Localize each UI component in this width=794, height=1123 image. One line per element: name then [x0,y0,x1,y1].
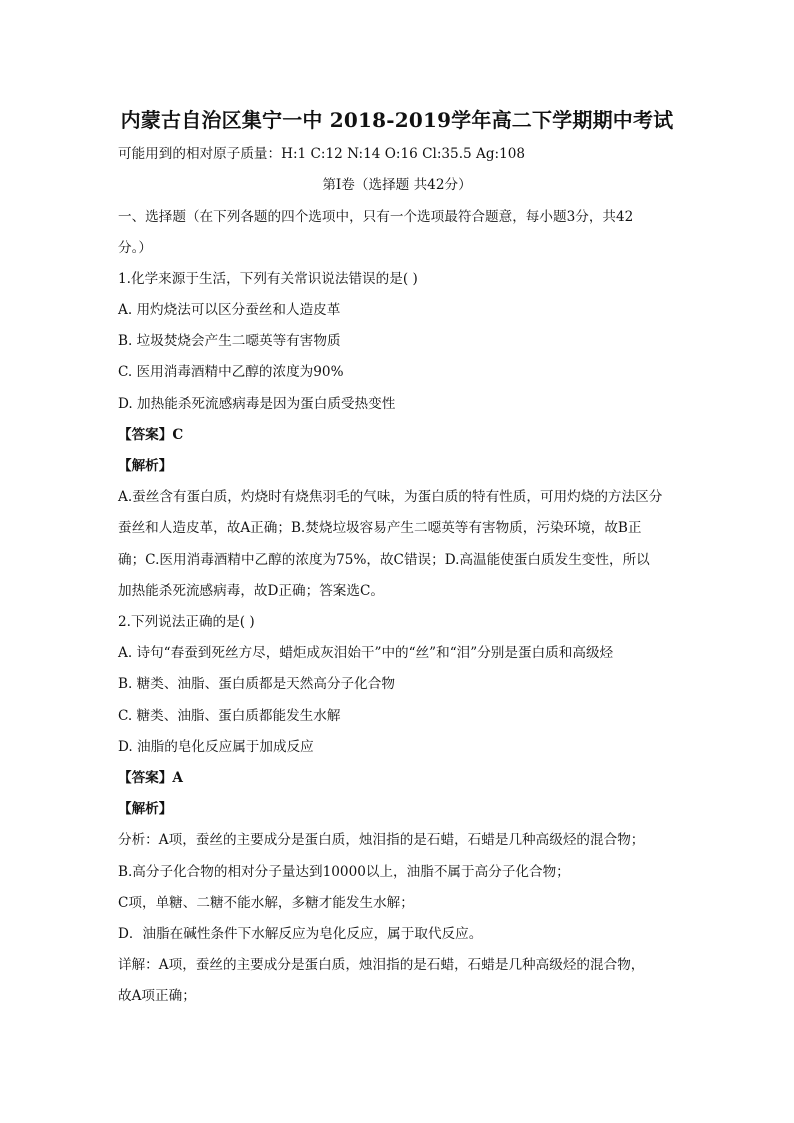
q1-analysis-line2: 蚕丝和人造皮革，故A正确；B.焚烧垃圾容易产生二噁英等有害物质，污染环境，故B正 [118,520,642,536]
q1-option-a: A. 用灼烧法可以区分蚕丝和人造皮革 [118,302,341,318]
q1-option-d: D. 加热能杀死流感病毒是因为蛋白质受热变性 [118,396,396,412]
section-instructions-line1: 一、选择题（在下列各题的四个选项中，只有一个选项最符合题意，每小题3分，共42 [118,209,634,225]
q2-analysis-line1: 分析：A项，蚕丝的主要成分是蛋白质，烛泪指的是石蜡，石蜡是几种高级烃的混合物； [118,832,645,848]
q1-analysis-line4: 加热能杀死流感病毒，故D正确；答案选C。 [118,583,384,599]
q1-option-c: C. 医用消毒酒精中乙醇的浓度为90% [118,364,344,380]
q2-analysis-label: 【解析】 [118,801,173,817]
q2-analysis-line4: D．油脂在碱性条件下水解反应为皂化反应，属于取代反应。 [118,926,483,942]
q1-answer: 【答案】C [118,427,184,443]
q2-analysis-line2: B.高分子化合物的相对分子量达到10000以上，油脂不属于高分子化合物； [118,864,570,880]
q1-analysis-line1: A.蚕丝含有蛋白质，灼烧时有烧焦羽毛的气味，为蛋白质的特有性质，可用灼烧的方法区分 [118,489,663,505]
q2-analysis-line5: 详解：A项，蚕丝的主要成分是蛋白质，烛泪指的是石蜡，石蜡是几种高级烃的混合物， [118,957,645,973]
q2-analysis-line6: 故A项正确； [118,988,196,1004]
q2-option-b: B. 糖类、油脂、蛋白质都是天然高分子化合物 [118,676,395,692]
q2-option-a: A. 诗句“春蚕到死丝方尽，蜡炬成灰泪始干”中的“丝”和“泪”分别是蛋白质和高级烃 [118,645,614,661]
q1-analysis-line3: 确；C.医用消毒酒精中乙醇的浓度为75%，故C错误；D.高温能使蛋白质发生变性，所以 [118,552,650,568]
volume-header: 第Ⅰ卷（选择题 共42分） [322,177,472,193]
q2-stem: 2.下列说法正确的是( ) [118,614,255,630]
q1-analysis-label: 【解析】 [118,458,173,474]
q1-option-b: B. 垃圾焚烧会产生二噁英等有害物质 [118,333,341,349]
q2-answer: 【答案】A [118,770,183,786]
q2-option-d: D. 油脂的皂化反应属于加成反应 [118,739,314,755]
section-instructions-line2: 分。） [118,240,152,256]
q2-analysis-line3: C项，单糖、二糖不能水解，多糖才能发生水解； [118,895,414,911]
q2-option-c: C. 糖类、油脂、蛋白质都能发生水解 [118,708,341,724]
atomic-masses: 可能用到的相对原子质量：H:1 C:12 N:14 O:16 Cl:35.5 Ag:108 [118,146,526,162]
q1-stem: 1.化学来源于生活，下列有关常识说法错误的是( ) [118,271,418,287]
exam-title: 内蒙古自治区集宁一中 2018-2019学年高二下学期期中考试 [120,108,674,132]
